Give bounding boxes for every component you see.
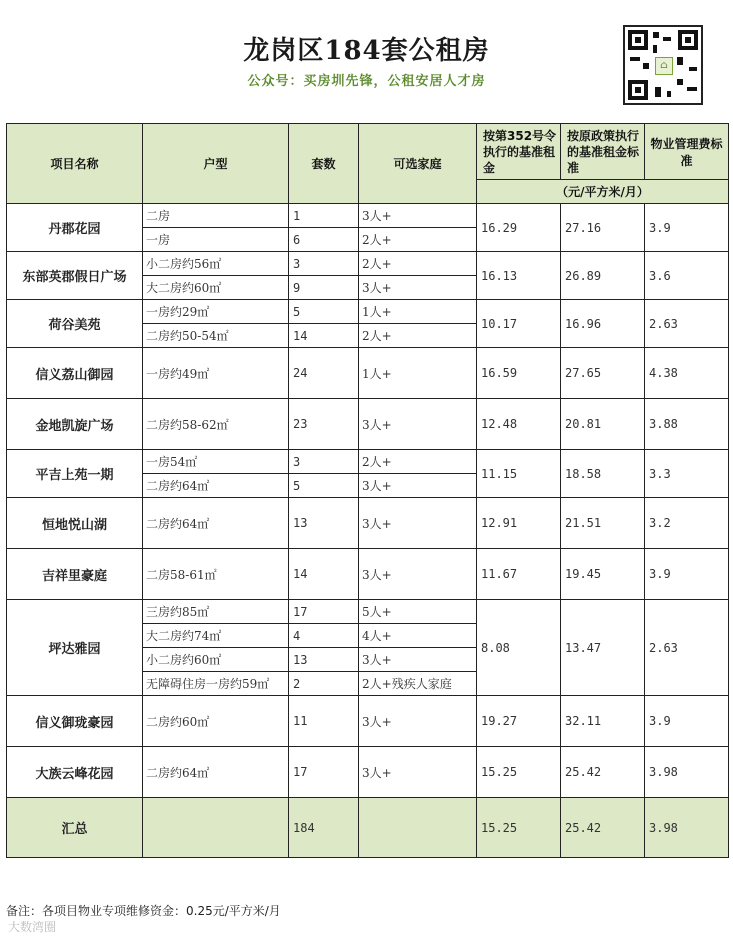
table-row <box>7 498 729 549</box>
rent-352: 11.67 <box>477 549 561 600</box>
management-fee: 3.88 <box>645 399 729 450</box>
unit-type: 小二房约56㎡ <box>143 252 289 276</box>
summary-rent-352: 15.25 <box>477 798 561 858</box>
unit-count: 3 <box>289 252 359 276</box>
management-fee: 2.63 <box>645 300 729 348</box>
unit-count: 14 <box>289 549 359 600</box>
rent-old: 26.89 <box>561 252 645 300</box>
unit-label: （元/平方米/月） <box>477 180 729 204</box>
unit-count: 3 <box>289 450 359 474</box>
management-fee: 3.9 <box>645 696 729 747</box>
summary-family <box>359 798 477 858</box>
unit-type: 二房约50-54㎡ <box>143 324 289 348</box>
rent-old: 20.81 <box>561 399 645 450</box>
rent-352: 12.91 <box>477 498 561 549</box>
eligible-family: 3人+ <box>359 549 477 600</box>
unit-type: 二房 <box>143 204 289 228</box>
management-fee: 3.2 <box>645 498 729 549</box>
summary-label: 汇总 <box>7 798 143 858</box>
col-header-rent-old: 按原政策执行的基准租金标准 <box>561 124 645 180</box>
project-name: 东部英郡假日广场 <box>7 252 143 300</box>
col-header-fee: 物业管理费标准 <box>645 124 729 180</box>
unit-count: 23 <box>289 399 359 450</box>
unit-count: 17 <box>289 747 359 798</box>
management-fee: 3.6 <box>645 252 729 300</box>
project-name: 金地凯旋广场 <box>7 399 143 450</box>
unit-count: 17 <box>289 600 359 624</box>
rent-old: 19.45 <box>561 549 645 600</box>
rent-old: 32.11 <box>561 696 645 747</box>
table-row <box>7 549 729 600</box>
summary-row <box>7 798 729 858</box>
rent-old: 27.16 <box>561 204 645 252</box>
table-row <box>7 399 729 450</box>
rent-352: 10.17 <box>477 300 561 348</box>
eligible-family: 3人+ <box>359 276 477 300</box>
col-header-type: 户型 <box>143 124 289 204</box>
unit-count: 13 <box>289 498 359 549</box>
eligible-family: 2人+ <box>359 252 477 276</box>
footer-note: 备注：各项目物业专项维修资金：0.25元/平方米/月 <box>6 904 281 918</box>
unit-type: 一房54㎡ <box>143 450 289 474</box>
rent-352: 19.27 <box>477 696 561 747</box>
project-name: 恒地悦山湖 <box>7 498 143 549</box>
unit-count: 14 <box>289 324 359 348</box>
unit-count: 24 <box>289 348 359 399</box>
eligible-family: 3人+ <box>359 204 477 228</box>
management-fee: 2.63 <box>645 600 729 696</box>
eligible-family: 2人+ <box>359 450 477 474</box>
rent-352: 11.15 <box>477 450 561 498</box>
summary-fee: 3.98 <box>645 798 729 858</box>
eligible-family: 4人+ <box>359 624 477 648</box>
eligible-family: 3人+ <box>359 474 477 498</box>
project-name: 荷谷美苑 <box>7 300 143 348</box>
management-fee: 3.9 <box>645 204 729 252</box>
col-header-rent-352: 按第352号令执行的基准租金 <box>477 124 561 180</box>
unit-type: 二房58-61㎡ <box>143 549 289 600</box>
unit-type: 二房约64㎡ <box>143 747 289 798</box>
table-row <box>7 747 729 798</box>
rent-old: 27.65 <box>561 348 645 399</box>
table-row <box>7 204 729 228</box>
eligible-family: 3人+ <box>359 747 477 798</box>
table-row <box>7 300 729 324</box>
eligible-family: 3人+ <box>359 498 477 549</box>
unit-type: 二房约60㎡ <box>143 696 289 747</box>
project-name: 大族云峰花园 <box>7 747 143 798</box>
rent-352: 15.25 <box>477 747 561 798</box>
eligible-family: 2人+ <box>359 324 477 348</box>
rent-352: 16.29 <box>477 204 561 252</box>
unit-type: 小二房约60㎡ <box>143 648 289 672</box>
unit-type: 二房约64㎡ <box>143 474 289 498</box>
unit-type: 一房约49㎡ <box>143 348 289 399</box>
management-fee: 3.98 <box>645 747 729 798</box>
project-name: 信义荔山御园 <box>7 348 143 399</box>
management-fee: 4.38 <box>645 348 729 399</box>
eligible-family: 5人+ <box>359 600 477 624</box>
table-row <box>7 450 729 474</box>
unit-type: 一房 <box>143 228 289 252</box>
rent-old: 21.51 <box>561 498 645 549</box>
eligible-family: 1人+ <box>359 300 477 324</box>
page-subtitle: 公众号：买房圳先锋，公租安居人才房 <box>247 74 486 89</box>
table-row <box>7 252 729 276</box>
unit-type: 大二房约60㎡ <box>143 276 289 300</box>
page-title: 龙岗区184套公租房 <box>243 36 490 66</box>
eligible-family: 1人+ <box>359 348 477 399</box>
project-name: 信义御珑豪园 <box>7 696 143 747</box>
rent-old: 25.42 <box>561 747 645 798</box>
eligible-family: 3人+ <box>359 648 477 672</box>
unit-type: 无障碍住房一房约59㎡ <box>143 672 289 696</box>
summary-count: 184 <box>289 798 359 858</box>
project-name: 吉祥里豪庭 <box>7 549 143 600</box>
eligible-family: 3人+ <box>359 399 477 450</box>
house-icon: ⌂ <box>655 57 673 75</box>
unit-count: 11 <box>289 696 359 747</box>
unit-type: 大二房约74㎡ <box>143 624 289 648</box>
unit-count: 6 <box>289 228 359 252</box>
project-name: 平吉上苑一期 <box>7 450 143 498</box>
table-row <box>7 696 729 747</box>
rent-352: 16.59 <box>477 348 561 399</box>
unit-count: 5 <box>289 474 359 498</box>
unit-count: 13 <box>289 648 359 672</box>
unit-type: 二房约58-62㎡ <box>143 399 289 450</box>
summary-rent-old: 25.42 <box>561 798 645 858</box>
rent-old: 13.47 <box>561 600 645 696</box>
watermark: 大数湾圈 <box>8 920 57 934</box>
eligible-family: 3人+ <box>359 696 477 747</box>
project-name: 坪达雅园 <box>7 600 143 696</box>
unit-count: 1 <box>289 204 359 228</box>
eligible-family: 2人+残疾人家庭 <box>359 672 477 696</box>
rent-old: 16.96 <box>561 300 645 348</box>
rent-352: 16.13 <box>477 252 561 300</box>
unit-count: 5 <box>289 300 359 324</box>
table-row <box>7 600 729 624</box>
col-header-project: 项目名称 <box>7 124 143 204</box>
col-header-count: 套数 <box>289 124 359 204</box>
table-row <box>7 348 729 399</box>
unit-count: 2 <box>289 672 359 696</box>
qr-code-icon <box>623 25 703 105</box>
management-fee: 3.3 <box>645 450 729 498</box>
summary-type <box>143 798 289 858</box>
eligible-family: 2人+ <box>359 228 477 252</box>
unit-type: 三房约85㎡ <box>143 600 289 624</box>
rent-352: 8.08 <box>477 600 561 696</box>
unit-count: 9 <box>289 276 359 300</box>
project-name: 丹郡花园 <box>7 204 143 252</box>
unit-type: 一房约29㎡ <box>143 300 289 324</box>
management-fee: 3.9 <box>645 549 729 600</box>
unit-type: 二房约64㎡ <box>143 498 289 549</box>
rental-table <box>6 123 729 858</box>
rent-old: 18.58 <box>561 450 645 498</box>
unit-count: 4 <box>289 624 359 648</box>
col-header-family: 可选家庭 <box>359 124 477 204</box>
rent-352: 12.48 <box>477 399 561 450</box>
